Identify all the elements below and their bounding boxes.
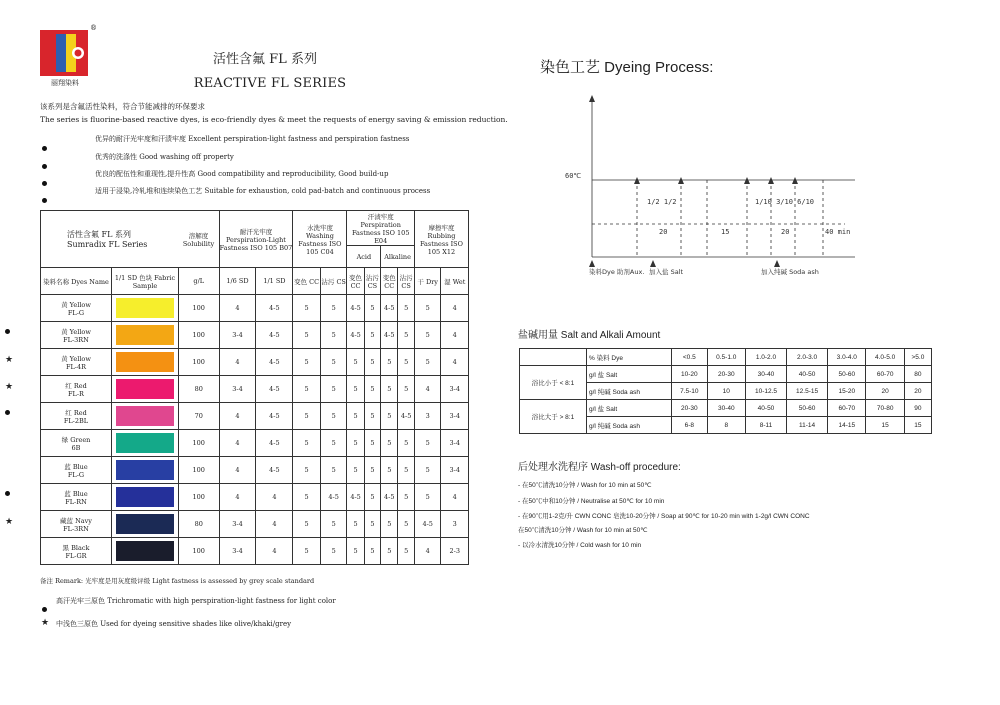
dye-name-cell bbox=[41, 484, 112, 511]
rating-cell: 4-5 bbox=[398, 403, 415, 430]
rating-cell: 5 bbox=[398, 457, 415, 484]
rating-cell: 3-4 bbox=[441, 430, 469, 457]
pct-head: 3.0-4.0 bbox=[828, 349, 866, 366]
pct-head: 2.0-3.0 bbox=[787, 349, 828, 366]
rating-cell: 3-4 bbox=[219, 538, 256, 565]
fabric-sample-cell bbox=[112, 457, 179, 484]
rating-cell: 5 bbox=[347, 403, 364, 430]
rating-cell: 5 bbox=[293, 538, 320, 565]
rating-cell: 5 bbox=[347, 511, 364, 538]
fabric-sample-cell bbox=[112, 403, 179, 430]
rating-cell: 5 bbox=[320, 349, 347, 376]
amount-cell: 20-30 bbox=[672, 400, 708, 417]
amount-cell: 14-15 bbox=[828, 417, 866, 434]
rating-cell: 4 bbox=[219, 457, 256, 484]
dye-name-en: FL-3RN bbox=[63, 524, 89, 533]
series-label: 活性含氟 FL 系列 Sumradix FL Series bbox=[41, 211, 179, 268]
dye-name-cell bbox=[5, 511, 112, 538]
rating-cell: 5 bbox=[381, 403, 398, 430]
rating-cell: 5 bbox=[320, 322, 347, 349]
dye-name-cn: 红 Red bbox=[65, 381, 87, 390]
washoff-step: 在50℃清洗10分钟 / Wash for 10 min at 50℃ bbox=[518, 527, 648, 534]
rating-cell: 4-5 bbox=[256, 295, 293, 322]
dye-name-cell bbox=[5, 376, 112, 403]
temp-label: 60℃ bbox=[565, 172, 582, 180]
rating-cell: 5 bbox=[293, 295, 320, 322]
rating-cell: 5 bbox=[293, 457, 320, 484]
rating-cell: 4-5 bbox=[320, 484, 347, 511]
title-cn: 活性含氟 FL 系列 bbox=[213, 52, 317, 67]
table-row bbox=[41, 349, 469, 376]
col-head: 1/6 SD bbox=[219, 268, 256, 295]
amount-cell: 20 bbox=[904, 383, 931, 400]
rating-cell: 5 bbox=[381, 457, 398, 484]
fabric-swatch bbox=[116, 352, 174, 372]
salt-alkali-title: 盐碱用量 Salt and Alkali Amount bbox=[518, 330, 661, 341]
col-head: 沾污 CS bbox=[364, 268, 381, 295]
fabric-swatch bbox=[116, 514, 174, 534]
rating-cell: 5 bbox=[320, 430, 347, 457]
amount-cell: 60-70 bbox=[828, 400, 866, 417]
rating-cell: 5 bbox=[347, 376, 364, 403]
fabric-sample-cell bbox=[112, 430, 179, 457]
pct-head: 0.5-1.0 bbox=[707, 349, 745, 366]
amount-cell: 50-60 bbox=[828, 366, 866, 383]
rating-cell: 3-4 bbox=[441, 457, 469, 484]
rating-cell: 5 bbox=[398, 295, 415, 322]
washoff-step: - 在50℃中和10分钟 / Neutralise at 50℃ for 10 min bbox=[518, 498, 665, 505]
rating-cell: 4 bbox=[256, 538, 293, 565]
dye-name-cn: 蓝 Blue bbox=[64, 489, 88, 498]
rating-cell: 5 bbox=[414, 430, 441, 457]
amount-cell: 10-12.5 bbox=[745, 383, 786, 400]
gl-cell: 100 bbox=[179, 295, 220, 322]
rating-cell: 3-4 bbox=[441, 403, 469, 430]
fabric-swatch bbox=[116, 433, 174, 453]
rating-cell: 4 bbox=[219, 295, 256, 322]
row-label: g/l 纯碱 Soda ash bbox=[587, 417, 672, 434]
fabric-sample-cell bbox=[112, 511, 179, 538]
rating-cell: 4 bbox=[441, 484, 469, 511]
intro-cn: 该系列是含氟活性染料，符合节能减排的环保要求 bbox=[40, 102, 205, 111]
dye-name-en: FL-2BL bbox=[63, 416, 89, 425]
dyeing-process-title: 染色工艺 Dyeing Process: bbox=[540, 59, 714, 76]
amount-cell: 10-20 bbox=[672, 366, 708, 383]
rating-cell: 4-5 bbox=[256, 403, 293, 430]
dye-name-en: FL-G bbox=[67, 470, 85, 479]
table-row bbox=[41, 457, 469, 484]
rating-cell: 3-4 bbox=[441, 376, 469, 403]
rating-cell: 5 bbox=[293, 511, 320, 538]
dye-name-cell bbox=[41, 457, 112, 484]
table-row bbox=[520, 349, 932, 366]
rating-cell: 5 bbox=[398, 538, 415, 565]
rating-cell: 4 bbox=[441, 322, 469, 349]
star-icon: ★ bbox=[41, 618, 50, 628]
dye-name-cn: 红 Red bbox=[65, 408, 87, 417]
rating-cell: 5 bbox=[293, 322, 320, 349]
alkaline-label: Alkaline bbox=[384, 252, 411, 261]
bullet-item: 优异的耐汗光牢度和汗渍牢度 Excellent perspiration-light fastness and perspiration fastness bbox=[95, 135, 410, 143]
dye-name-cell bbox=[41, 295, 112, 322]
registered-mark: ® bbox=[90, 24, 97, 32]
bullet-dot-icon bbox=[42, 188, 47, 207]
rating-cell: 4-5 bbox=[381, 322, 398, 349]
fabric-swatch bbox=[116, 541, 174, 561]
amount-cell: 20 bbox=[866, 383, 904, 400]
table-row bbox=[41, 538, 469, 565]
rating-cell: 3-4 bbox=[219, 511, 256, 538]
rating-cell: 4-5 bbox=[381, 295, 398, 322]
solubility-head: 溶解度 Solubility bbox=[179, 211, 220, 268]
label-salt: 加入盐 Salt bbox=[649, 268, 684, 276]
amount-cell: 30-40 bbox=[707, 400, 745, 417]
dye-name-en: FL-GR bbox=[65, 551, 87, 560]
rating-cell: 5 bbox=[347, 538, 364, 565]
dye-name-cell bbox=[41, 403, 112, 430]
dyeing-process-diagram bbox=[565, 92, 865, 292]
rating-cell: 5 bbox=[364, 511, 381, 538]
logo-text: 丽翔染料 bbox=[51, 79, 79, 87]
gl-cell: 100 bbox=[179, 430, 220, 457]
rating-cell: 4 bbox=[441, 295, 469, 322]
label-dye-aux: 染料Dye 助剂Aux. bbox=[589, 268, 645, 276]
dye-name-en: FL-4R bbox=[65, 362, 87, 371]
time-2: 15 bbox=[721, 228, 730, 236]
rating-cell: 4-5 bbox=[381, 484, 398, 511]
ratio-group-label: 浴比小于 < 8:1 bbox=[520, 366, 587, 400]
rating-cell: 3 bbox=[414, 403, 441, 430]
amount-cell: 90 bbox=[904, 400, 931, 417]
rating-cell: 5 bbox=[381, 538, 398, 565]
fabric-swatch bbox=[116, 379, 174, 399]
pct-head: >5.0 bbox=[904, 349, 931, 366]
fabric-swatch bbox=[116, 406, 174, 426]
dye-name-en: FL-RN bbox=[65, 497, 87, 506]
table-row bbox=[41, 430, 469, 457]
rating-cell: 5 bbox=[398, 349, 415, 376]
washoff-title: 后处理水洗程序 Wash-off procedure: bbox=[518, 462, 681, 473]
title-en: REACTIVE FL SERIES bbox=[193, 76, 347, 91]
rating-cell: 4 bbox=[414, 376, 441, 403]
col-head: 变色 CC bbox=[293, 268, 320, 295]
rating-cell: 5 bbox=[364, 484, 381, 511]
bullet-item: 优良的配伍性和重现性,提升性高 Good compatibility and reproducibility, Good build-up bbox=[95, 170, 389, 178]
rating-cell: 4-5 bbox=[256, 430, 293, 457]
rating-cell: 5 bbox=[320, 295, 347, 322]
table-row bbox=[41, 376, 469, 403]
fabric-sample-cell bbox=[112, 484, 179, 511]
bullet-dot-icon bbox=[5, 491, 10, 496]
washoff-step: - 在50℃清洗10分钟 / Wash for 10 min at 50℃ bbox=[518, 482, 652, 489]
rating-cell: 4 bbox=[256, 511, 293, 538]
soda-split-label: 1/10 3/10 6/10 bbox=[755, 198, 815, 206]
dye-name-cell bbox=[41, 430, 112, 457]
star-icon: ★ bbox=[5, 382, 14, 392]
dye-name-en: FL-R bbox=[68, 389, 84, 398]
rating-cell: 5 bbox=[347, 430, 364, 457]
dot-note: 高汗光牢三原色 Trichromatic with high perspiration-light fastness for light color bbox=[56, 597, 336, 605]
row-label: g/l 盐 Salt bbox=[587, 400, 672, 417]
rating-cell: 3-4 bbox=[219, 376, 256, 403]
rating-cell: 5 bbox=[414, 295, 441, 322]
fabric-swatch bbox=[116, 460, 174, 480]
rating-cell: 5 bbox=[347, 457, 364, 484]
col-head: 湿 Wet bbox=[441, 268, 469, 295]
gl-cell: 100 bbox=[179, 484, 220, 511]
amount-cell: 40-50 bbox=[745, 400, 786, 417]
dye-name-cn: 黑 Black bbox=[62, 543, 90, 552]
rating-cell: 3-4 bbox=[219, 322, 256, 349]
rating-cell: 5 bbox=[381, 430, 398, 457]
rating-cell: 5 bbox=[398, 376, 415, 403]
perspiration-head: 汗渍牢度 Perspiration Fastness ISO 105 E04 Acid Alkaline bbox=[347, 211, 414, 268]
dye-name-cn: 黄 Yellow bbox=[61, 300, 91, 309]
amount-cell: 50-60 bbox=[787, 400, 828, 417]
amount-cell: 12.5-15 bbox=[787, 383, 828, 400]
col-head: 1/1 SD bbox=[256, 268, 293, 295]
label-soda: 加入纯碱 Soda ash bbox=[761, 268, 819, 276]
intro-en: The series is fluorine-based reactive dyes, is eco-friendly dyes & meet the requests of energy saving & emission reduction. bbox=[40, 115, 508, 124]
dye-name-en: FL-G bbox=[67, 308, 85, 317]
col-gl: g/L bbox=[179, 268, 220, 295]
dye-name-cn: 绿 Green bbox=[61, 435, 91, 444]
table-row bbox=[520, 400, 932, 417]
rating-cell: 5 bbox=[364, 403, 381, 430]
rating-cell: 5 bbox=[381, 349, 398, 376]
fastness-table bbox=[5, 210, 469, 565]
amount-cell: 11-14 bbox=[787, 417, 828, 434]
rating-cell: 5 bbox=[320, 511, 347, 538]
col-head: 沾污 CS bbox=[320, 268, 347, 295]
amount-cell: 8-11 bbox=[745, 417, 786, 434]
star-icon: ★ bbox=[5, 517, 14, 527]
rating-cell: 5 bbox=[398, 484, 415, 511]
amount-cell: 8 bbox=[707, 417, 745, 434]
remark-note: 备注 Remark: 光牢度是用灰度级评级 Light fastness is assessed by grey scale standard bbox=[40, 577, 315, 585]
rating-cell: 4-5 bbox=[256, 376, 293, 403]
fabric-swatch bbox=[116, 325, 174, 345]
rating-cell: 5 bbox=[364, 349, 381, 376]
col-fabric: 1/1 SD 色块 Fabric Sample bbox=[112, 268, 179, 295]
gl-cell: 80 bbox=[179, 376, 220, 403]
col-head: 沾污 CS bbox=[398, 268, 415, 295]
rating-cell: 5 bbox=[414, 322, 441, 349]
rating-cell: 4-5 bbox=[414, 511, 441, 538]
table-row bbox=[41, 322, 469, 349]
fabric-sample-cell bbox=[112, 322, 179, 349]
rating-cell: 4 bbox=[219, 484, 256, 511]
rating-cell: 5 bbox=[320, 457, 347, 484]
ratio-group-label: 浴比大于 > 8:1 bbox=[520, 400, 587, 434]
bullet-dot-icon bbox=[5, 329, 10, 334]
pct-head: 1.0-2.0 bbox=[745, 349, 786, 366]
rating-cell: 4-5 bbox=[347, 322, 364, 349]
rating-cell: 5 bbox=[414, 349, 441, 376]
dye-name-cn: 黄 Yellow bbox=[61, 327, 91, 336]
rating-cell: 5 bbox=[364, 376, 381, 403]
bullet-dot-icon bbox=[42, 597, 47, 616]
row-label: g/l 纯碱 Soda ash bbox=[587, 383, 672, 400]
rating-cell: 4 bbox=[441, 349, 469, 376]
gl-cell: 100 bbox=[179, 457, 220, 484]
dye-name-cell bbox=[5, 349, 112, 376]
rating-cell: 5 bbox=[293, 430, 320, 457]
dye-name-en: 6B bbox=[71, 443, 81, 452]
rating-cell: 5 bbox=[293, 403, 320, 430]
fabric-sample-cell bbox=[112, 349, 179, 376]
rating-cell: 5 bbox=[364, 538, 381, 565]
company-logo bbox=[40, 30, 88, 76]
salt-alkali-table bbox=[519, 348, 932, 434]
rating-cell: 5 bbox=[381, 376, 398, 403]
bullet-dot-icon bbox=[42, 136, 47, 155]
rating-cell: 5 bbox=[320, 376, 347, 403]
pct-head: 4.0-5.0 bbox=[866, 349, 904, 366]
amount-cell: 7.5-10 bbox=[672, 383, 708, 400]
rating-cell: 4 bbox=[219, 403, 256, 430]
rating-cell: 4 bbox=[219, 349, 256, 376]
table-row bbox=[41, 511, 469, 538]
fabric-sample-cell bbox=[112, 538, 179, 565]
pct-label: % 染料 Dye bbox=[587, 349, 672, 366]
row-label: g/l 盐 Salt bbox=[587, 366, 672, 383]
rating-cell: 5 bbox=[414, 457, 441, 484]
blank-cell bbox=[520, 349, 587, 366]
rating-cell: 4-5 bbox=[347, 295, 364, 322]
rating-cell: 4 bbox=[414, 538, 441, 565]
rubbing-head: 摩擦牢度 Rubbing Fastness ISO 105 X12 bbox=[414, 211, 468, 268]
washoff-step: - 在90℃用1-2克/升 CWN CONC 皂洗10-20分钟 / Soap at 90℃ for 10-20 min with 1-2g/l CWN CONC bbox=[518, 513, 810, 520]
dye-name-en: FL-3RN bbox=[63, 335, 89, 344]
rating-cell: 3 bbox=[441, 511, 469, 538]
gl-cell: 70 bbox=[179, 403, 220, 430]
amount-cell: 6-8 bbox=[672, 417, 708, 434]
rating-cell: 4 bbox=[219, 430, 256, 457]
rating-cell: 5 bbox=[414, 484, 441, 511]
amount-cell: 60-70 bbox=[866, 366, 904, 383]
rating-cell: 5 bbox=[293, 349, 320, 376]
rating-cell: 5 bbox=[364, 430, 381, 457]
light-head: 耐汗光牢度 Perspiration-Light Fastness ISO 105 B07 bbox=[219, 211, 293, 268]
dye-name-cell bbox=[41, 322, 112, 349]
amount-cell: 15-20 bbox=[828, 383, 866, 400]
col-head: 干 Dry bbox=[414, 268, 441, 295]
dye-name-cell bbox=[41, 538, 112, 565]
fabric-sample-cell bbox=[112, 376, 179, 403]
table-row bbox=[41, 484, 469, 511]
rating-cell: 5 bbox=[398, 511, 415, 538]
rating-cell: 4-5 bbox=[256, 322, 293, 349]
bullet-item: 适用于浸染,冷轧堆和连续染色工艺 Suitable for exhaustion, cold pad-batch and continuous process bbox=[95, 187, 431, 195]
rating-cell: 5 bbox=[398, 322, 415, 349]
rating-cell: 5 bbox=[381, 511, 398, 538]
amount-cell: 20-30 bbox=[707, 366, 745, 383]
time-1: 20 bbox=[659, 228, 668, 236]
amount-cell: 15 bbox=[904, 417, 931, 434]
rating-cell: 5 bbox=[347, 349, 364, 376]
rating-cell: 5 bbox=[364, 457, 381, 484]
fabric-swatch bbox=[116, 487, 174, 507]
amount-cell: 80 bbox=[904, 366, 931, 383]
salt-split-label: 1/2 1/2 bbox=[647, 198, 677, 206]
fabric-sample-cell bbox=[112, 295, 179, 322]
rating-cell: 5 bbox=[364, 295, 381, 322]
time-3: 20 bbox=[781, 228, 790, 236]
gl-cell: 100 bbox=[179, 538, 220, 565]
bullet-dot-icon bbox=[5, 410, 10, 415]
table-row bbox=[520, 366, 932, 383]
gl-cell: 80 bbox=[179, 511, 220, 538]
star-note: 中浅色三原色 Used for dyeing sensitive shades like olive/khaki/grey bbox=[56, 620, 292, 628]
acid-label: Acid bbox=[347, 246, 381, 267]
dye-name-cn: 黄 Yellow bbox=[61, 354, 91, 363]
bullet-item: 优秀的洗涤性 Good washing off property bbox=[95, 153, 234, 161]
gl-cell: 100 bbox=[179, 349, 220, 376]
table-row bbox=[41, 403, 469, 430]
dye-name-cn: 蓝 Blue bbox=[64, 462, 88, 471]
rating-cell: 5 bbox=[293, 376, 320, 403]
gl-cell: 100 bbox=[179, 322, 220, 349]
amount-cell: 10 bbox=[707, 383, 745, 400]
time-4: 40 min bbox=[825, 228, 851, 236]
amount-cell: 30-40 bbox=[745, 366, 786, 383]
col-dye-name: 染料名称 Dyes Name bbox=[41, 268, 112, 295]
amount-cell: 70-80 bbox=[866, 400, 904, 417]
rating-cell: 5 bbox=[398, 430, 415, 457]
rating-cell: 5 bbox=[320, 403, 347, 430]
col-head: 变色 CC bbox=[381, 268, 398, 295]
rating-cell: 4-5 bbox=[256, 457, 293, 484]
amount-cell: 40-50 bbox=[787, 366, 828, 383]
amount-cell: 15 bbox=[866, 417, 904, 434]
dye-name-cn: 藏蓝 Navy bbox=[60, 516, 92, 525]
fabric-swatch bbox=[116, 298, 174, 318]
star-icon: ★ bbox=[5, 355, 14, 365]
rating-cell: 5 bbox=[293, 484, 320, 511]
col-head: 变色 CC bbox=[347, 268, 364, 295]
rating-cell: 4-5 bbox=[347, 484, 364, 511]
rating-cell: 4-5 bbox=[256, 349, 293, 376]
rating-cell: 4 bbox=[256, 484, 293, 511]
pct-head: <0.5 bbox=[672, 349, 708, 366]
rating-cell: 5 bbox=[364, 322, 381, 349]
rating-cell: 2-3 bbox=[441, 538, 469, 565]
rating-cell: 5 bbox=[320, 538, 347, 565]
table-row bbox=[41, 295, 469, 322]
washing-head: 水洗牢度 Washing Fastness ISO 105 C04 bbox=[293, 211, 347, 268]
washoff-step: - 以冷水清洗10分钟 / Cold wash for 10 min bbox=[518, 542, 642, 549]
